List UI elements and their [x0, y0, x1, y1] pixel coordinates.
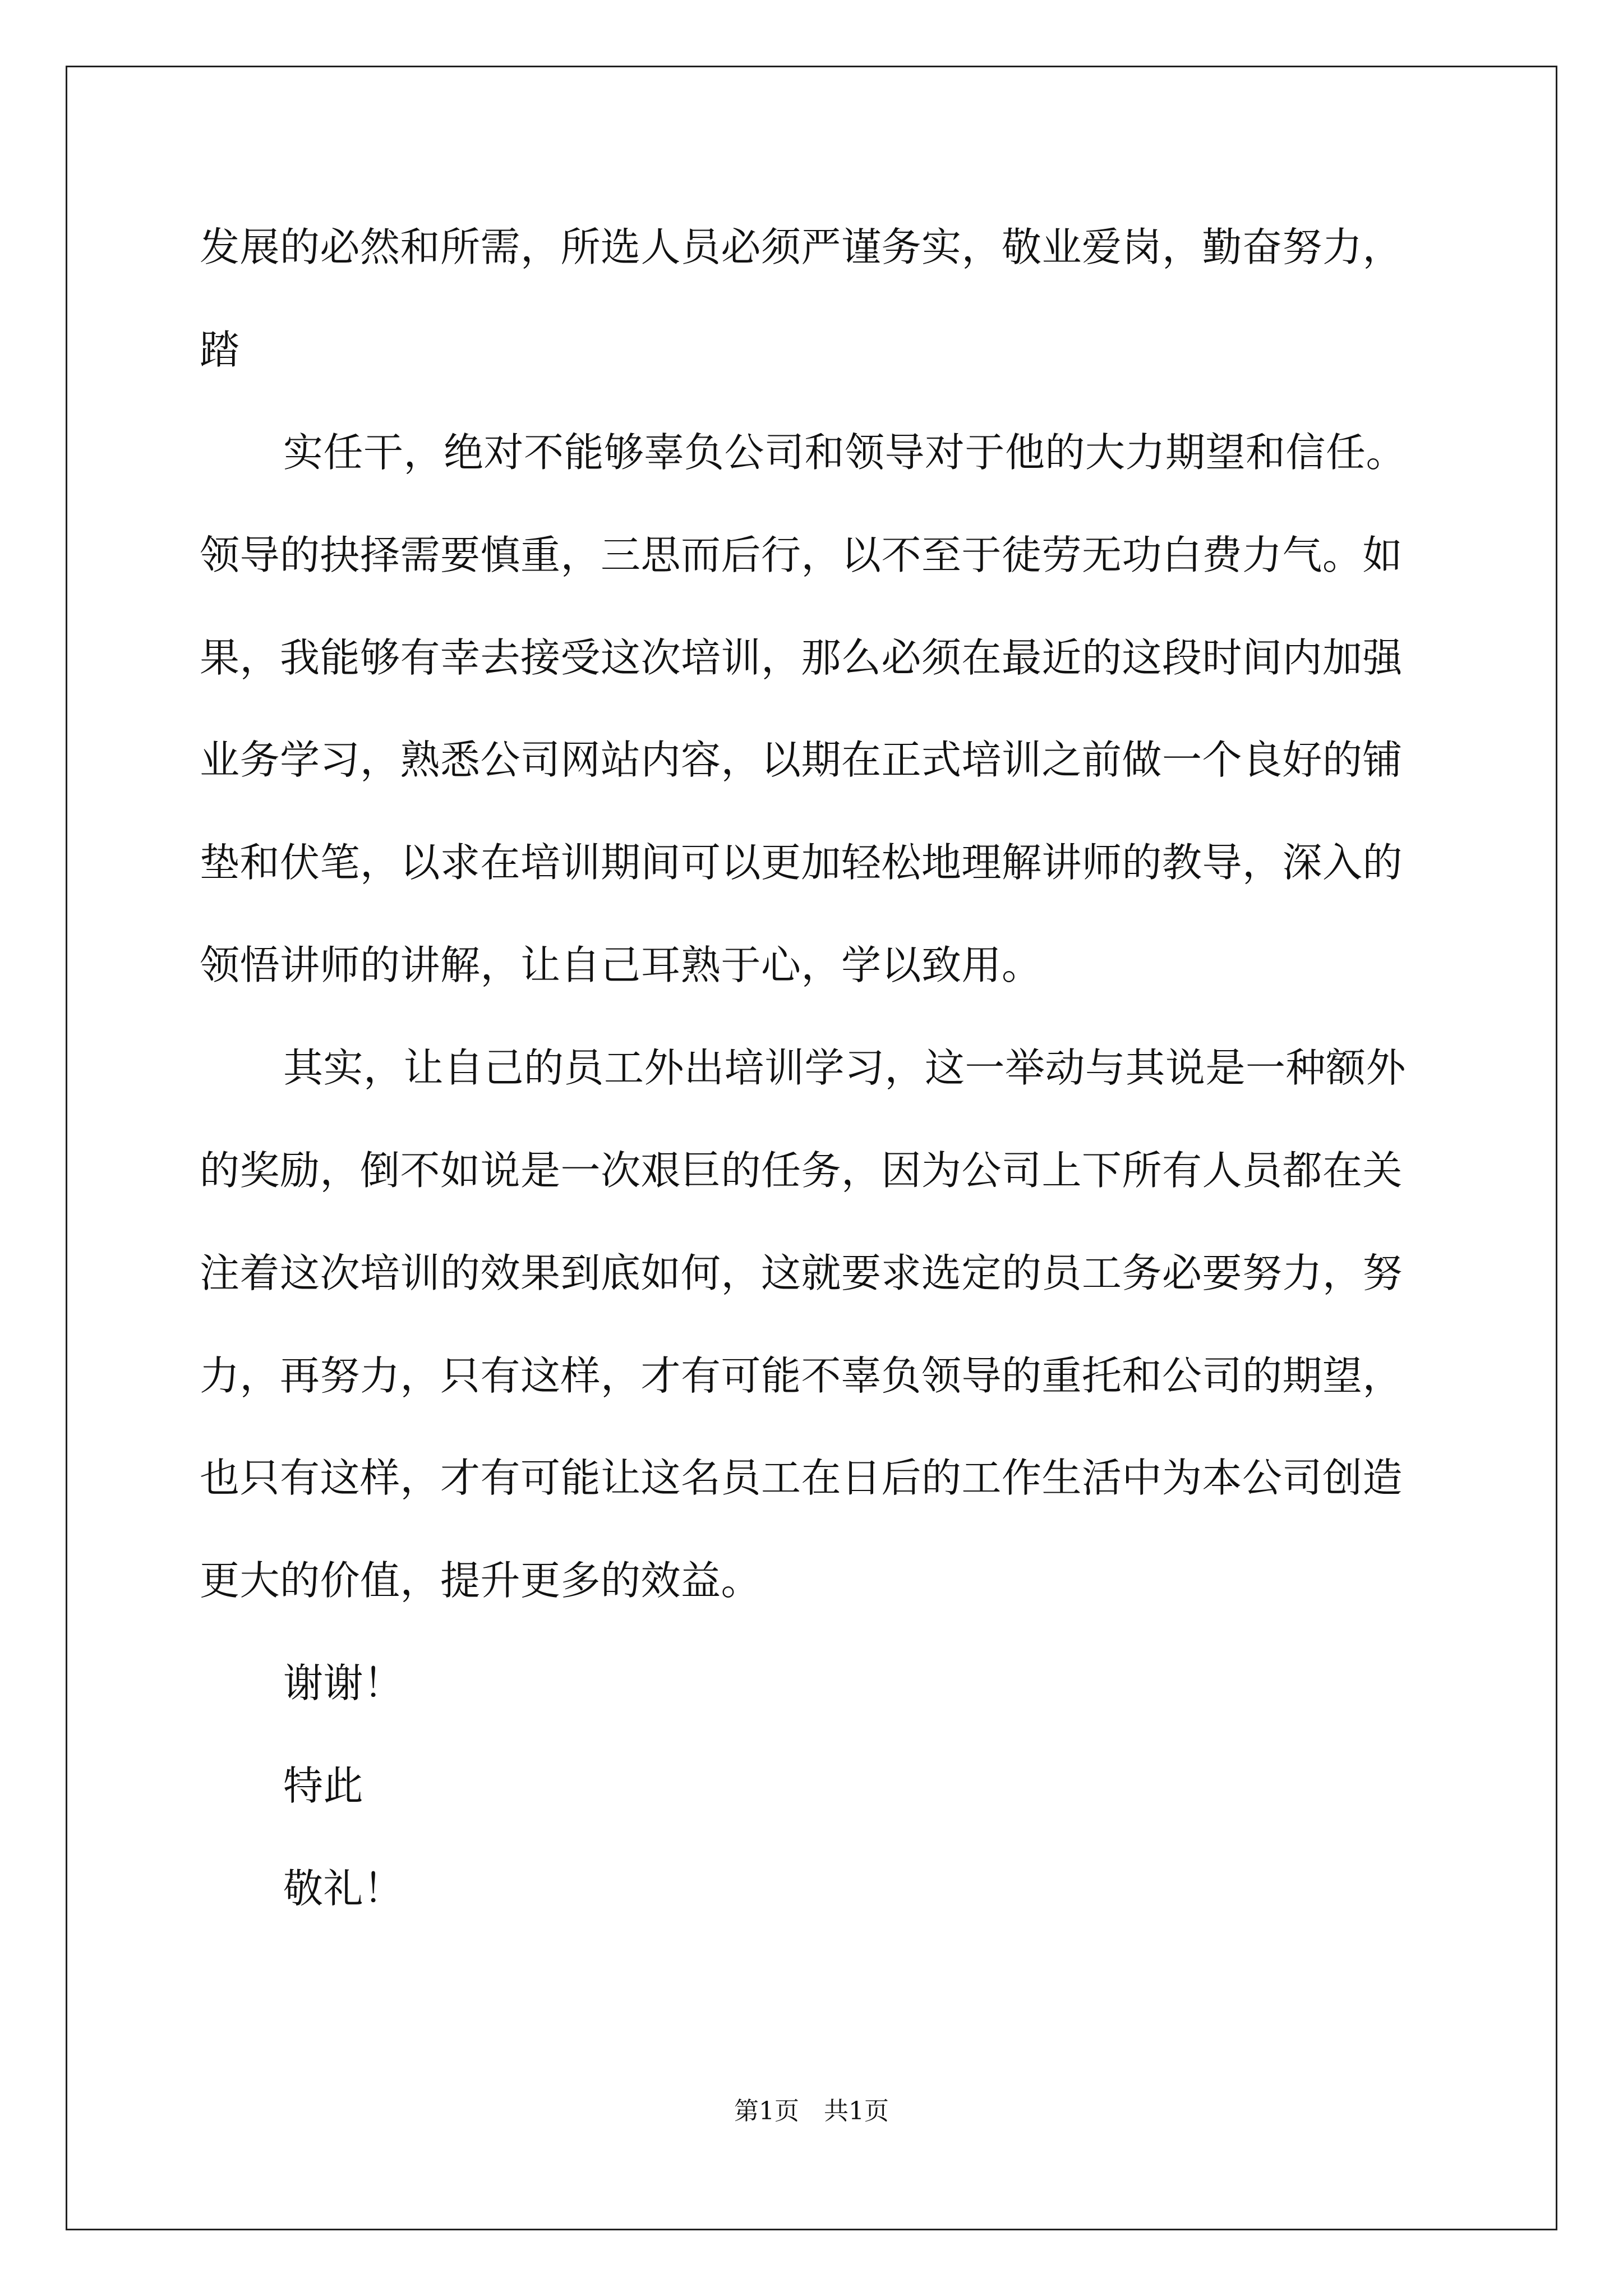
paragraph-line: 踏 — [200, 326, 240, 373]
page-number-footer: 第1页 共1页 — [734, 2097, 889, 2125]
paragraph-line: 领导的抉择需要慎重，三思而后行，以不至于徒劳无功白费力气。如 — [200, 532, 1403, 578]
paragraph-line: 发展的必然和所需，所选人员必须严谨务实，敬业爱岗，勤奋努力， — [200, 224, 1403, 270]
closing-salute: 敬礼！ — [283, 1865, 404, 1912]
closing-note: 特此 — [283, 1763, 364, 1809]
paragraph-line: 垫和伏笔，以求在培训期间可以更加轻松地理解讲师的教导，深入的 — [200, 839, 1403, 886]
paragraph-line: 力，再努力，只有这样，才有可能不辜负领导的重托和公司的期望， — [200, 1352, 1403, 1399]
paragraph-line: 更大的价值，提升更多的效益。 — [200, 1557, 762, 1604]
paragraph-line: 果，我能够有幸去接受这次培训，那么必须在最近的这段时间内加强 — [200, 634, 1403, 681]
closing-thanks: 谢谢！ — [283, 1660, 404, 1706]
paragraph-line: 业务学习，熟悉公司网站内容，以期在正式培训之前做一个良好的铺 — [200, 737, 1403, 783]
paragraph-line: 的奖励，倒不如说是一次艰巨的任务，因为公司上下所有人员都在关 — [200, 1147, 1403, 1194]
paragraph-line: 领悟讲师的讲解，让自己耳熟于心，学以致用。 — [200, 942, 1042, 988]
paragraph-line: 也只有这样，才有可能让这名员工在日后的工作生活中为本公司创造 — [200, 1455, 1403, 1501]
paragraph-line: 注着这次培训的效果到底如何，这就要求选定的员工务必要努力，努 — [200, 1250, 1403, 1296]
paragraph-line: 实任干，绝对不能够辜负公司和领导对于他的大力期望和信任。 — [283, 429, 1407, 476]
paragraph-line: 其实，让自己的员工外出培训学习，这一举动与其说是一种额外 — [283, 1045, 1407, 1091]
